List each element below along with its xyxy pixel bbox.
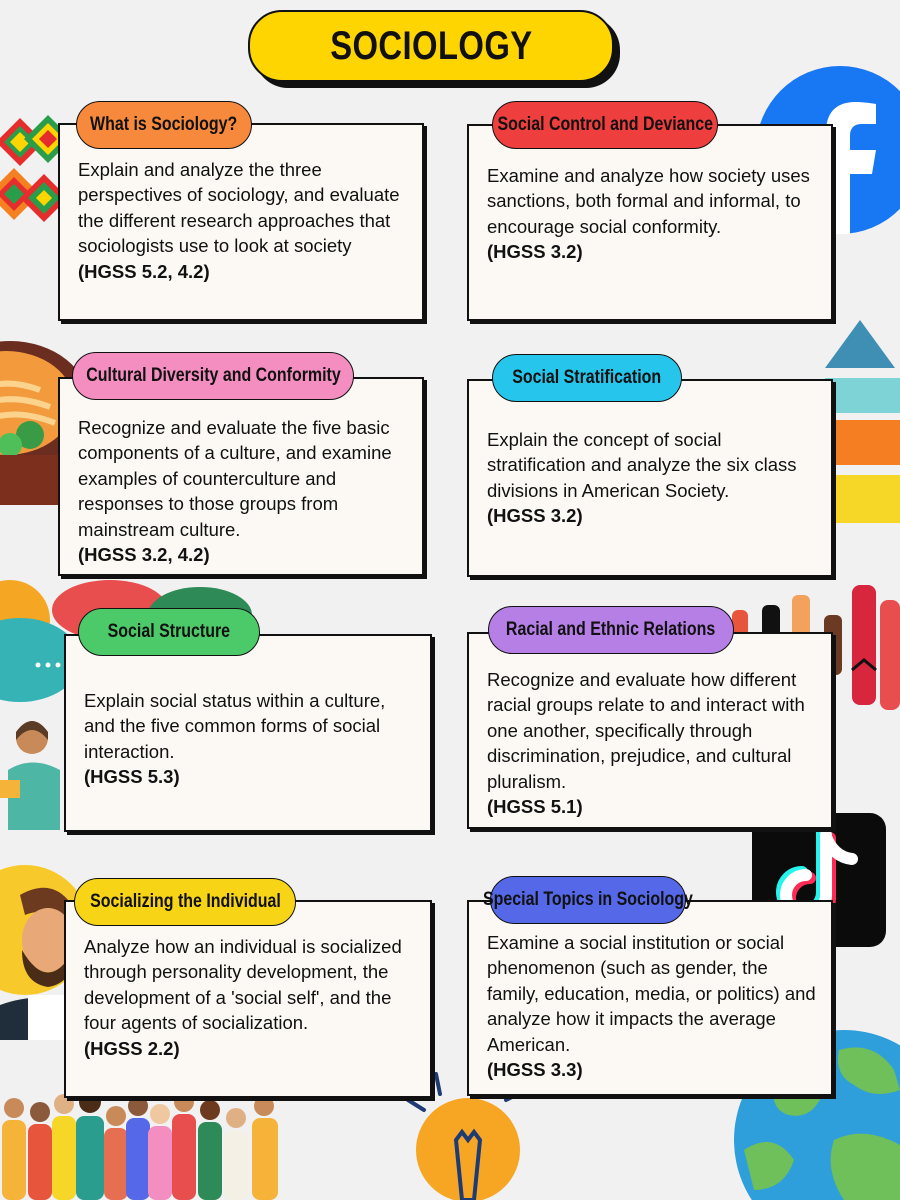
topic-description: Examine and analyze how society uses sanctions, both formal and informal, to encourage social conformity. (487, 165, 810, 237)
topic-standard: (HGSS 3.2) (487, 241, 583, 263)
topic-card (467, 632, 833, 829)
crowd-icon (0, 1090, 300, 1200)
woman-icon (0, 710, 66, 830)
topic-description: Examine a social institution or social phenomenon (such as gender, the family, education, media, or politics) and analyze how it impacts the average American. (487, 932, 816, 1055)
topic-standard: (HGSS 5.2, 4.2) (78, 260, 210, 282)
topic-standard: (HGSS 3.2, 4.2) (78, 544, 210, 566)
topic-standard: (HGSS 3.3) (487, 1059, 583, 1081)
topic-heading: Racial and Ethnic Relations (506, 619, 716, 640)
topic-heading-pill (492, 354, 682, 402)
page-title: SOCIOLOGY (329, 23, 533, 68)
topic-heading: Social Control and Deviance (497, 114, 713, 135)
topic-heading: Special Topics in Sociology (483, 889, 693, 910)
topic-heading: Social Stratification (512, 367, 662, 388)
topic-description: Recognize and evaluate the five basic components of a culture, and examine examples of counterculture and responses to those groups from mainstream culture. (78, 417, 392, 540)
topic-description: Explain social status within a culture, and the five common forms of social interaction. (84, 690, 386, 762)
topic-card (467, 379, 833, 577)
topic-description: Analyze how an individual is socialized through personality development, the development of a 'social self', and the four agents of socialization. (84, 936, 402, 1034)
topic-heading-pill (492, 101, 718, 149)
topic-standard: (HGSS 2.2) (84, 1037, 180, 1059)
topic-standard: (HGSS 3.2) (487, 505, 583, 527)
topic-heading: Socializing the Individual (89, 891, 281, 912)
topic-card (58, 123, 424, 321)
topic-card (467, 124, 833, 321)
topic-card (64, 900, 432, 1098)
page-title-banner (248, 10, 614, 82)
topic-description: Explain and analyze the three perspectives of sociology, and evaluate the different research approaches that sociologists use to look at society (78, 159, 400, 257)
topic-standard: (HGSS 5.3) (84, 766, 180, 788)
topic-heading-pill (74, 878, 296, 926)
topic-standard: (HGSS 5.1) (487, 796, 583, 818)
topic-heading-pill (72, 352, 354, 400)
topic-card (467, 900, 833, 1096)
topic-heading-pill (78, 608, 260, 656)
topic-heading: Cultural Diversity and Conformity (85, 365, 341, 386)
topic-heading-pill (488, 606, 734, 654)
topic-card (64, 634, 432, 832)
topic-heading-pill (76, 101, 252, 149)
topic-heading: Social Structure (107, 621, 231, 642)
topic-heading: What is Sociology? (90, 114, 238, 135)
topic-card (58, 377, 424, 576)
topic-heading-pill (483, 876, 693, 924)
topic-description: Recognize and evaluate how different racial groups relate to and interact with one another, specifically through discrimination, prejudice, and cultural pluralism. (487, 669, 805, 792)
topic-description: Explain the concept of social stratification and analyze the six class divisions in American Society. (487, 429, 797, 501)
